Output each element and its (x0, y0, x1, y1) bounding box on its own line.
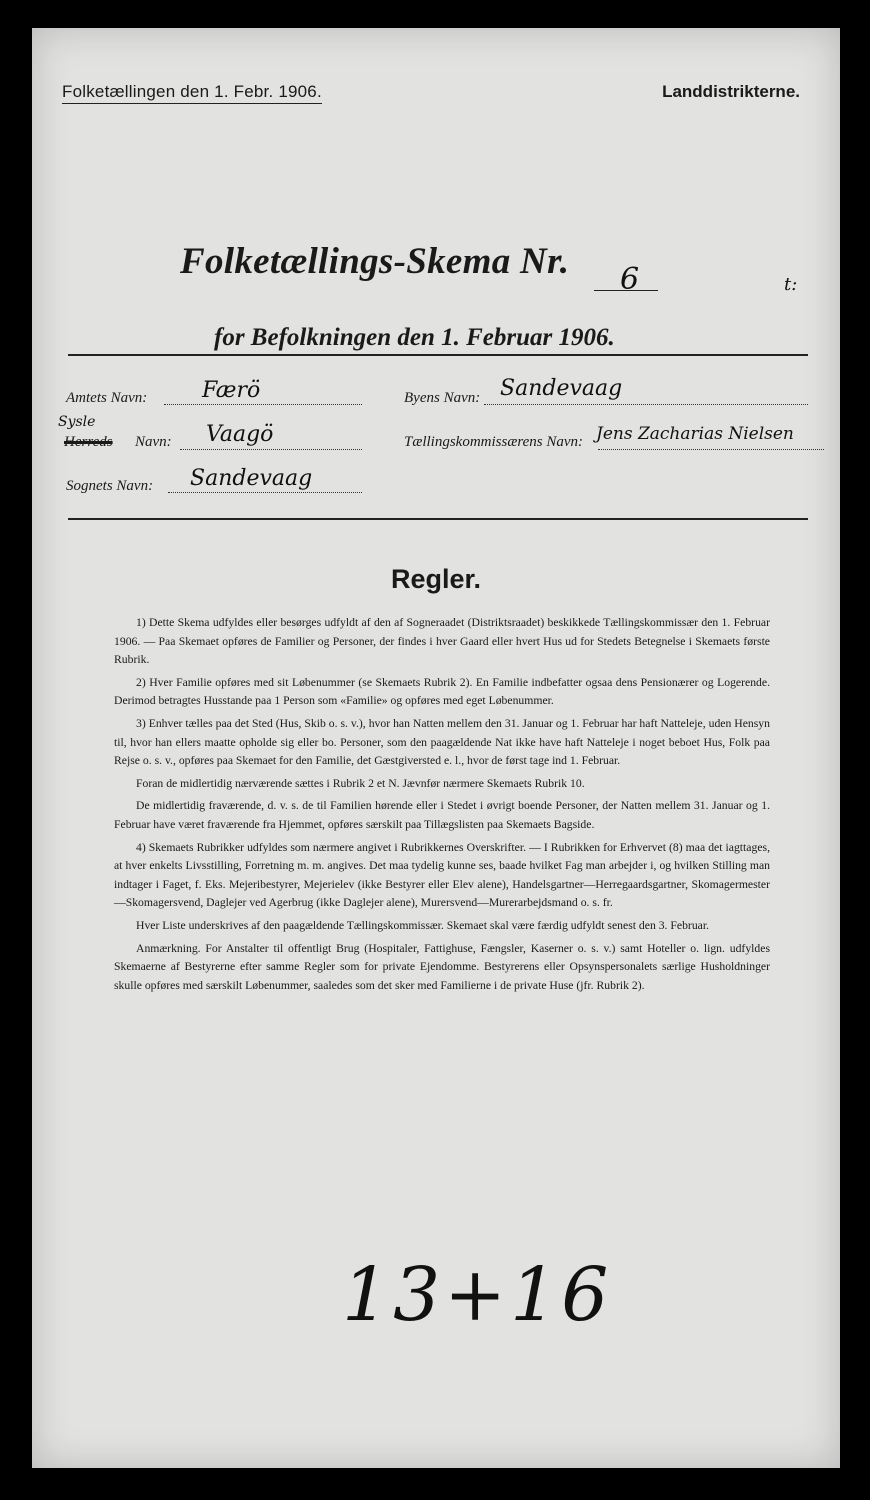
rule-paragraph-3b: Foran de midlertidig nærværende sættes i Rubrik 2 et N. Jævnfør nærmere Skemaets Rubrik 10. (136, 776, 585, 790)
herred-label: Navn: (135, 434, 172, 450)
amt-field-line (164, 404, 362, 405)
kommissaer-label: Tællingskommissærens Navn: (404, 434, 584, 450)
corner-mark: t: (784, 274, 798, 295)
census-header-left: Folketællingen den 1. Febr. 1906. (62, 82, 322, 104)
herred-field-line (180, 449, 362, 450)
sogn-label: Sognets Navn: (66, 478, 154, 494)
district-type-header: Landdistrikterne. (662, 82, 800, 101)
rule-paragraph-3c: De midlertidig fraværende, d. v. s. de til Familien hørende eller i Stedet i øvrigt boende Personer, der Natten mellem 31. Januar og 1. Februar have været fraværende fra Hjemmet, opføres særskilt paa Tillægslisten paa Skemaets Bagside. (114, 799, 770, 831)
kommissaer-value: Jens Zacharias Nielsen (596, 424, 794, 444)
rule-paragraph-1: 1) Dette Skema udfyldes eller besørges udfyldt af den af Sogneraadet (Distriktsraadet) beskikkede Tællingskommissær den 1. Februar 1906. — Paa Skemaet opføres de Familier og Personer, der findes i hver Gaard eller hvert Hus ud for Stedets Betegnelse i Skemaets første Rubrik. (114, 616, 770, 667)
amt-value: Færö (202, 378, 261, 403)
bottom-divider (68, 518, 808, 520)
rule-paragraph-4: 4) Skemaets Rubrikker udfyldes som nærmere angivet i Rubrikkernes Overskrifter. — I Rubrikken for Erhvervet (8) maa det iagttages, at hver enkelts Livsstilling, Forretning m. m. angives. Det maa tydelig kunne ses, baade hvilket Fag man arbejder i, og hvilken Stilling man indtager i Faget, f. Eks. Mejeribestyrer, Mejerielev (ikke Bestyrer eller Elev alene), Handelsgartner—Herregaardsgartner, Skomagermester—Skomagersvend, Daglejer ved Agerbrug (ikke Daglejer alene), Murersvend—Murerarbejdsmand o. s. fr. (114, 840, 770, 910)
by-label: Byens Navn: (404, 390, 481, 406)
rule-paragraph-4b: Hver Liste underskrives af den paagældende Tællingskommissær. Skemaet skal være færdig udfyldt senest den 3. Februar. (136, 918, 710, 932)
census-form-page (32, 28, 840, 1468)
by-value: Sandevaag (500, 376, 623, 401)
top-divider (68, 354, 808, 356)
sogn-value: Sandevaag (190, 466, 313, 491)
remark-paragraph: Anmærkning. For Anstalter til offentligt Brug (Hospitaler, Fattighuse, Fængsler, Kaserner o. s. v.) samt Hoteller o. lign. udfyldes Skemaerne af Bestyrerne efter samme Regler som for private Ejendomme. Bestyrerens eller Opsynspersonalets særlige Husholdninger skulle opføres med særskilt Løbenummer, saaledes som det sker med Familierne i de private Huse (jfr. Rubrik 2). (114, 941, 770, 992)
herred-value: Vaagö (206, 422, 274, 447)
rules-text (114, 608, 770, 999)
by-field-line (484, 404, 808, 405)
sogn-field-line (168, 492, 362, 493)
rules-heading: Regler. (390, 564, 482, 594)
handwritten-count: 13+16 (342, 1252, 613, 1338)
rule-paragraph-3: 3) Enhver tælles paa det Sted (Hus, Skib o. s. v.), hvor han Natten mellem den 31. Januar og 1. Februar har haft Natteleje, uden Hensyn til, hvor han ellers maatte opholde sig eller bo. Personer, som den paagældende Nat ikke have haft Natteleje i noget beboet Hus, Folk paa Rejse o. s. v., opføres paa Skemaet for den Familie, det Gæstgiversted e. l., hvor de først tage ind 1. Februar. (114, 716, 770, 768)
form-title: Folketællings-Skema Nr. (180, 241, 570, 282)
herred-struck-label: Herreds (64, 434, 113, 450)
sysle-note: Sysle (58, 414, 96, 430)
rule-paragraph-2: 2) Hver Familie opføres med sit Løbenummer (se Skemaets Rubrik 2). En Familie indbefatter ogsaa dens Pensionærer og Logerende. Derimod betragtes Husstande paa 1 Person som «Familie» og opføres med eget Løbenummer. (114, 675, 770, 708)
amt-label: Amtets Navn: (66, 390, 148, 406)
form-subtitle: for Befolkningen den 1. Februar 1906. (214, 324, 615, 351)
form-number: 6 (620, 262, 640, 297)
kommissaer-field-line (598, 449, 824, 450)
